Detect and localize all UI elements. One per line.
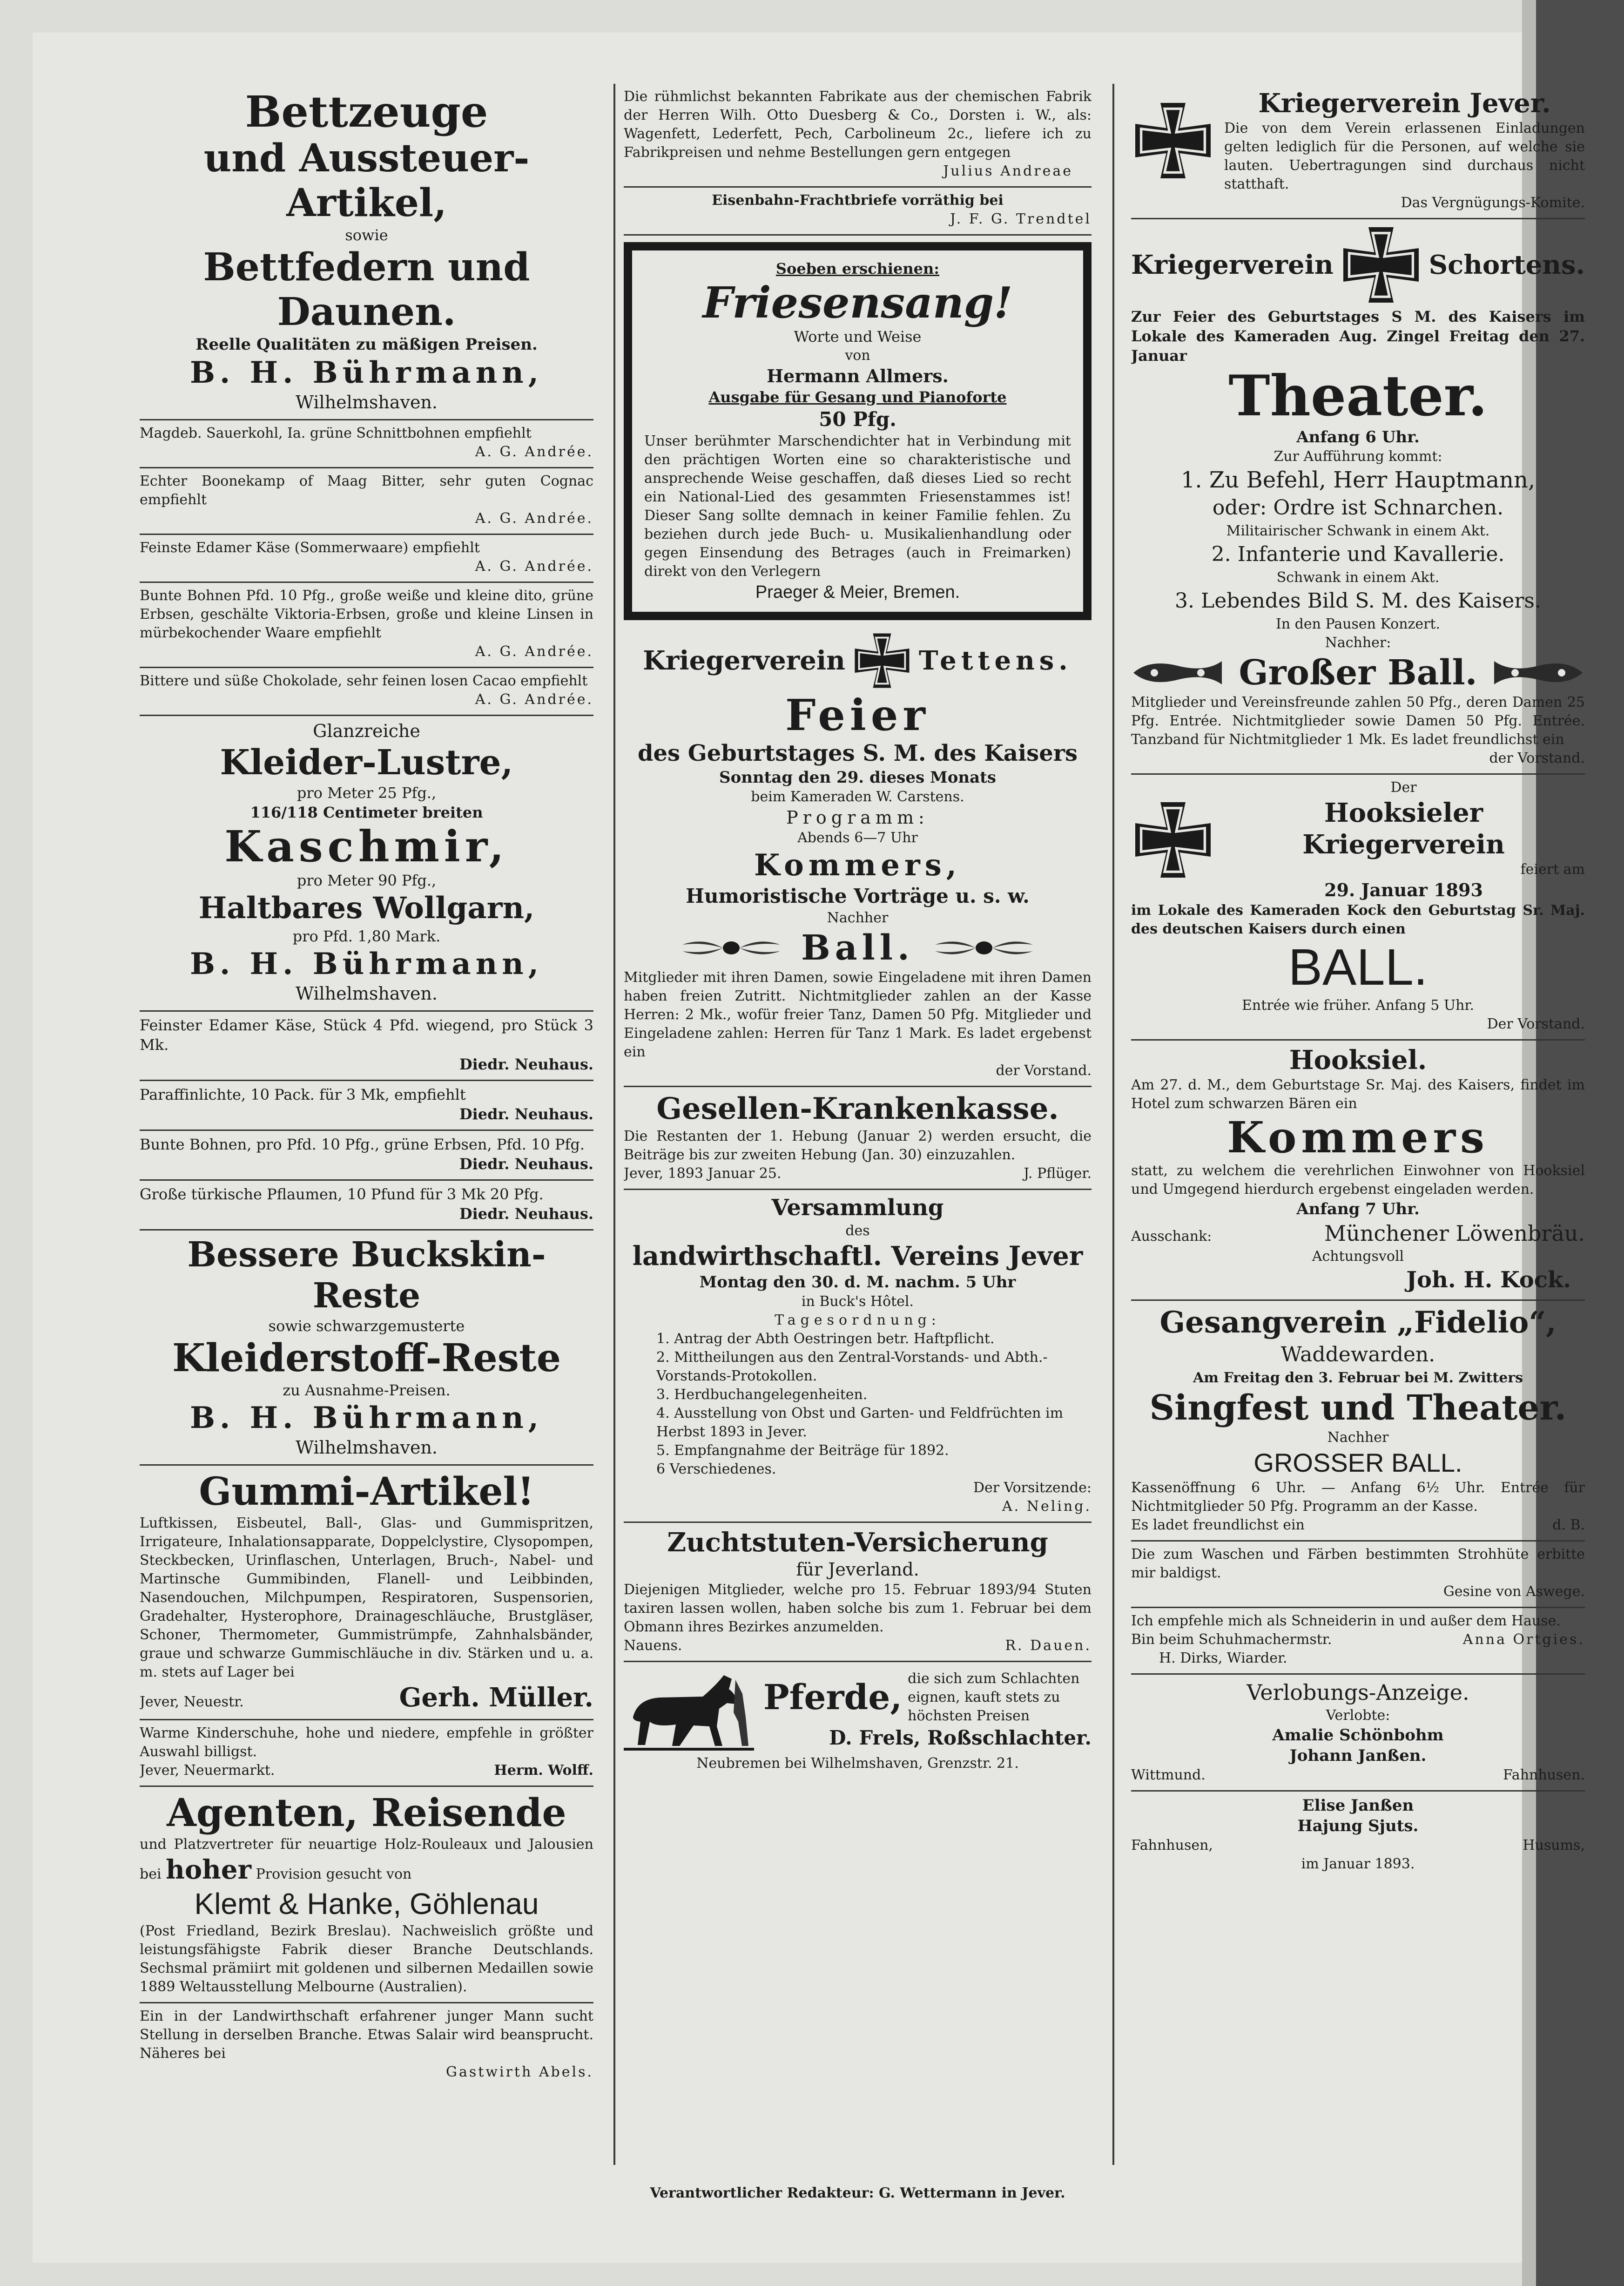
- ad-headline: Schortens.: [1429, 250, 1585, 280]
- ad-text: Mitglieder mit ihren Damen, sowie Eingeladene mit ihren Damen haben freien Zutritt. Nichtmitglieder zahlen an der Kasse Herren: 2 Mk., wofür freier Tanz, Damen 50 Pfg. Mitglieder und Eingeladene zahlen: Herren für Tanz 1 Mark. Es ladet ergebenst ein: [624, 969, 1092, 1060]
- ad-text: Anfang 6 Uhr.: [1296, 428, 1420, 446]
- ad-text: Entrée wie früher. Anfang 5 Uhr.: [1241, 997, 1475, 1014]
- ad-firm: B. H. Bührmann,: [189, 1400, 544, 1435]
- ad-kriegerverein-schortens: [1131, 219, 1585, 775]
- ad-place: Wilhelmshaven.: [296, 983, 438, 1004]
- ad-pferde: [624, 1662, 1092, 1779]
- ad-text: und Platzvertreter für neuartige Holz-Rouleaux und Jalousien bei: [140, 1836, 593, 1882]
- iron-cross-icon: [1339, 223, 1423, 307]
- ad-text: Nachher:: [1325, 635, 1391, 651]
- ad-text: Nachher: [1327, 1429, 1389, 1446]
- ad-signature: D. Frels, Roßschlachter.: [829, 1726, 1092, 1749]
- ad-signature: Der Vorsitzende:: [973, 1480, 1092, 1496]
- ad-text: Die rühmlichst bekannten Fabrikate aus der chemischen Fabrik der Herren Wilh. Otto Duesberg & Co., Dorsten i. W., als: Wagenfett, Lederfett, Pech, Carbolineum 2c., liefere ich zu Fabrikpreisen und nehme Bestellungen gern entgegen: [624, 88, 1092, 161]
- ad-bohnen: [140, 583, 593, 668]
- ad-text: Feinster Edamer Käse, Stück 4 Pfd. wiegend, pro Stück 3 Mk.: [140, 1016, 593, 1054]
- ad-text: Unser berühmter Marschendichter hat in Verbindung mit den prächtigen Worten eine so charakteristische und ansprechende Weise geschaffen, daß dieses Lied so recht ein National-Lied des gesammten Friesenstammes ist! Dieser Sang sollte demnach in keiner Familie fehlen. Zu beziehen durch jede Buch- u. Musikalienhandlung oder gegen Einsendung des Betrages (auch in Freimarken) direkt von den Verlegern: [644, 433, 1071, 580]
- column-right: [1131, 84, 1585, 1879]
- ad-headline: Haltbares Wollgarn,: [198, 891, 535, 926]
- ad-place: Fahnhusen,: [1131, 1837, 1213, 1853]
- ad-text: 116/118 Centimeter breiten: [250, 804, 483, 821]
- ad-text: Magdeb. Sauerkohl, Ia. grüne Schnittbohnen empfiehlt: [140, 425, 532, 441]
- ad-headline: Kriegerverein: [643, 645, 845, 676]
- ad-text: die sich zum Schlachten eignen, kauft stets zu höchsten Preisen: [908, 1671, 1080, 1724]
- ad-text: Ausgabe für Gesang und Pianoforte: [708, 388, 1007, 406]
- ad-text: Paraffinlichte, 10 Pack. für 3 Mk, empfiehlt: [140, 1086, 466, 1103]
- ad-headline: Kommers: [1227, 1112, 1489, 1163]
- ad-headline: Gesangverein „Fidelio“,: [1159, 1305, 1557, 1340]
- scroll-ornament-icon: [1131, 656, 1224, 689]
- ad-text: sowie schwarzgemusterte: [268, 1317, 465, 1335]
- ad-text: Mitglieder und Vereinsfreunde zahlen 50 Pfg., deren Damen 25 Pfg. Entrée. Nichtmitglieder sowie Damen 50 Pfg. Entrée. Tanzband für Nichtmitglieder 1 Mk. Es ladet freundlichst ein: [1131, 694, 1585, 748]
- footer-redakteur: Verantwortlicher Redakteur: G. Wettermann in Jever.: [650, 2185, 1065, 2201]
- ad-signature: der Vorstand.: [1489, 750, 1585, 766]
- ad-signature: Diedr. Neuhaus.: [459, 1205, 593, 1223]
- ad-strohhuete: [1131, 1542, 1585, 1608]
- ad-text: Bunte Bohnen, pro Pfd. 10 Pfg., grüne Erbsen, Pfd. 10 Pfg.: [140, 1136, 585, 1153]
- ad-text: In den Pausen Konzert.: [1275, 616, 1441, 632]
- iron-cross-icon: [852, 630, 912, 691]
- ad-signature: Diedr. Neuhaus.: [459, 1155, 593, 1173]
- ad-name: Elise Janßen: [1302, 1796, 1414, 1815]
- ad-headline: Großer Ball.: [1239, 653, 1477, 693]
- ad-kleider-lustre: [140, 716, 593, 1012]
- ad-text: beim Kameraden W. Carstens.: [751, 789, 964, 805]
- scroll-ornament-icon: [1492, 656, 1585, 689]
- ad-text: Zur Aufführung kommt:: [1274, 448, 1442, 465]
- ad-name: Amalie Schönbohm: [1272, 1726, 1444, 1745]
- ad-text: von: [845, 347, 870, 364]
- ad-text: Ich empfehle mich als Schneiderin in und außer dem Hause.: [1131, 1613, 1561, 1629]
- ad-headline: und Aussteuer-Artikel,: [203, 136, 530, 225]
- ad-headline: Pferde,: [763, 1677, 903, 1718]
- ad-text: statt, zu welchem die verehrlichen Einwohner von Hooksiel und Umgegend hierdurch ergebenst eingeladen werden.: [1131, 1163, 1585, 1197]
- ad-text: Schwank in einem Akt.: [1276, 569, 1440, 586]
- ad-text: Am Freitag den 3. Februar bei M. Zwitters: [1193, 1370, 1523, 1386]
- ad-duesberg: [624, 84, 1092, 188]
- ad-text: Humoristische Vorträge u. s. w.: [686, 885, 1030, 907]
- ad-text: Soeben erschienen:: [775, 260, 940, 277]
- ad-headline: Kriegerverein Jever.: [1258, 88, 1551, 119]
- column-middle: [624, 84, 1092, 1779]
- ad-headline: Gummi-Artikel!: [199, 1469, 534, 1514]
- ad-price: 50 Pfg.: [819, 408, 896, 431]
- ad-headline: Friesensang!: [702, 277, 1013, 328]
- ad-kinderschuhe: [140, 1720, 593, 1787]
- iron-cross-icon: [1131, 99, 1215, 183]
- ad-text: pro Meter 25 Pfg.,: [296, 784, 437, 802]
- ad-text: Echter Boonekamp of Maag Bitter, sehr guten Cognac empfiehlt: [140, 473, 593, 508]
- ad-text: Abends 6—7 Uhr: [797, 830, 918, 846]
- ad-text: Militairischer Schwank in einem Akt.: [1226, 523, 1490, 539]
- horse-icon: [624, 1666, 754, 1754]
- ad-signature: A. G. Andrée.: [475, 643, 593, 660]
- ad-fidelio: [1131, 1301, 1585, 1542]
- ad-headline: Agenten, Reisende: [167, 1791, 566, 1835]
- ad-firm: B. H. Bührmann,: [189, 947, 544, 981]
- ad-signature: J. Pflüger.: [1024, 1165, 1092, 1182]
- ad-signature: Diedr. Neuhaus.: [459, 1055, 593, 1073]
- ad-text: Feinste Edamer Käse (Sommerwaare) empfiehlt: [140, 540, 480, 556]
- ad-date: 29. Januar 1893: [1324, 879, 1483, 900]
- ad-signature: R. Dauen.: [1005, 1637, 1092, 1654]
- column-left: [140, 84, 593, 2087]
- ad-firm: B. H. Bührmann,: [189, 355, 544, 390]
- ad-headline: Theater.: [1228, 363, 1488, 429]
- ad-signature: Herm. Wolff.: [494, 1762, 593, 1779]
- ad-signature: Joh. H. Kock.: [1406, 1267, 1571, 1293]
- ad-text: Die von dem Verein erlassenen Einladungen gelten lediglich für die Personen, auf welche sie lauten. Uebertragungen sind durchaus nicht statthaft.: [1224, 120, 1585, 192]
- ad-headline: Kommers,: [754, 848, 962, 883]
- ad-name: Hajung Sjuts.: [1297, 1817, 1419, 1835]
- ad-headline: Hooksiel.: [1289, 1045, 1427, 1075]
- ad-boonekamp: [140, 468, 593, 535]
- ad-hooksieler-kriegerverein: [1131, 775, 1585, 1041]
- ad-hooksiel: [1131, 1041, 1585, 1301]
- ad-headline: BALL.: [1288, 939, 1428, 996]
- ad-signature: Der Vorstand.: [1487, 1016, 1585, 1032]
- ad-neuhaus-bohnen: [140, 1131, 593, 1181]
- ad-signature: d. B.: [1552, 1517, 1585, 1533]
- ad-headline: Ball.: [801, 928, 914, 968]
- ad-text: feiert am: [1520, 861, 1585, 878]
- ad-signature: A. G. Andrée.: [475, 510, 593, 527]
- ad-text: in Buck's Hôtel.: [801, 1293, 914, 1310]
- ad-headline: Verlobungs-Anzeige.: [1247, 1680, 1469, 1705]
- ad-text: Die zum Waschen und Färben bestimmten Strohhüte erbitte mir baldigst.: [1131, 1546, 1585, 1581]
- program-item: 2. Infanterie und Kavallerie.: [1211, 542, 1505, 566]
- ad-signature: Praeger & Meier, Bremen.: [755, 582, 960, 602]
- ad-firm: Klemt & Hanke, Göhlenau: [194, 1887, 539, 1921]
- ad-signature: Anna Ortgies.: [1462, 1631, 1585, 1648]
- ad-signature: der Vorstand.: [996, 1062, 1092, 1079]
- ad-headline: Bessere Buckskin-Reste: [187, 1235, 546, 1316]
- ad-name: Johann Janßen.: [1289, 1746, 1427, 1765]
- ad-text: Ausschank:: [1131, 1228, 1212, 1244]
- ad-headline: Versammlung: [771, 1195, 944, 1221]
- ad-text: des: [845, 1223, 870, 1239]
- ad-place: Jever, 1893 Januar 25.: [624, 1165, 782, 1182]
- ad-kriegerverein-jever: [1131, 84, 1585, 219]
- ad-headline: Kleider-Lustre,: [220, 743, 513, 783]
- ad-place: Wilhelmshaven.: [296, 392, 438, 413]
- ad-headline: GROSSER BALL.: [1253, 1448, 1462, 1477]
- ad-signature: Julius Andreae: [943, 163, 1073, 179]
- agenda-item: 1. Antrag der Abth Oestringen betr. Haftpflicht.: [656, 1331, 995, 1347]
- ad-gummi: [140, 1466, 593, 1720]
- ad-versammlung: [624, 1190, 1092, 1523]
- program-item: 1. Zu Befehl, Herr Hauptmann,: [1180, 467, 1536, 493]
- agenda-item: 5. Empfangnahme der Beiträge für 1892.: [656, 1442, 949, 1459]
- winged-ornament-icon: [680, 936, 782, 960]
- ad-neuhaus-lichte: [140, 1081, 593, 1131]
- ad-signature: Diedr. Neuhaus.: [459, 1105, 593, 1123]
- ad-verlobung: [1131, 1675, 1585, 1792]
- ad-text: Münchener Löwenbräu.: [1324, 1221, 1585, 1246]
- ad-text: Sonntag den 29. dieses Monats: [719, 768, 996, 787]
- ad-signature: A. Neling.: [1002, 1498, 1092, 1515]
- ad-signature: Gastwirth Abels.: [446, 2064, 593, 2080]
- ad-headline: Zuchtstuten-Versicherung: [667, 1527, 1048, 1558]
- ad-headline: Bettzeuge: [245, 87, 488, 137]
- ad-text: pro Pfd. 1,80 Mark.: [292, 927, 441, 945]
- ad-signature: Das Vergnügungs-Komite.: [1401, 195, 1585, 211]
- ad-text: Reelle Qualitäten zu mäßigen Preisen.: [195, 335, 538, 354]
- ad-buckskin: [140, 1231, 593, 1466]
- ad-signature: J. F. G. Trendtel: [950, 211, 1092, 227]
- column-rule-1: [613, 84, 615, 2165]
- ad-text: Tagesordnung:: [775, 1312, 941, 1328]
- ad-zuchtstuten: [624, 1523, 1092, 1662]
- ad-place: Fahnhusen.: [1503, 1767, 1585, 1783]
- ad-text: (Post Friedland, Bezirk Breslau). Nachweislich größte und leistungsfähigste Fabrik dieser Branche Deutschlands. Sechsmal prämiirt mit goldenen und silbernen Medaillen sowie 1889 Weltausstellung Melbourne (Australien).: [140, 1923, 593, 1995]
- program-item: oder: Ordre ist Schnarchen.: [1212, 496, 1504, 520]
- ad-text: Bin beim Schuhmachermstr.: [1131, 1631, 1332, 1648]
- ad-text: Kassenöffnung 6 Uhr. — Anfang 6½ Uhr. Entrée für Nichtmitglieder 50 Pfg. Programm an der Kasse.: [1131, 1480, 1585, 1515]
- ad-schneiderin: [1131, 1608, 1585, 1675]
- iron-cross-icon: [1131, 798, 1215, 882]
- ad-text: sowie: [345, 226, 388, 244]
- ad-date: im Januar 1893.: [1301, 1856, 1415, 1872]
- ad-headline: Gesellen-Krankenkasse.: [656, 1091, 1059, 1126]
- ad-signature: A. G. Andrée.: [475, 444, 593, 460]
- ad-signature: Gesine von Aswege.: [1443, 1583, 1585, 1600]
- ad-text: für Jeverland.: [796, 1559, 919, 1580]
- ad-emphasis: hoher: [166, 1854, 252, 1885]
- ad-text: Diejenigen Mitglieder, welche pro 15. Februar 1893/94 Stuten taxiren lassen wollen, haben solche bis zum 1. Februar bei dem Obmann ihres Bezirkes anzumelden.: [624, 1582, 1092, 1635]
- ad-text: Die Restanten der 1. Hebung (Januar 2) werden ersucht, die Beiträge bis zur zweiten Hebung (Jan. 30) einzuzahlen.: [624, 1128, 1092, 1163]
- ad-krankenkasse: [624, 1087, 1092, 1190]
- ad-text: Der: [1390, 779, 1417, 796]
- agenda-item: 2. Mittheilungen aus den Zentral-Vorstands- und Abth.-Vorstands-Protokollen.: [656, 1349, 1048, 1384]
- ad-headline: Feier: [785, 690, 930, 740]
- ad-frachtbriefe: [624, 188, 1092, 236]
- ad-text: Ein in der Landwirthschaft erfahrener junger Mann sucht Stellung in derselben Branche. Etwas Salair wird beansprucht. Näheres bei: [140, 2008, 593, 2062]
- ad-place: Nauens.: [624, 1637, 682, 1654]
- ad-neuhaus-kaese: [140, 1012, 593, 1081]
- ad-signature: A. G. Andrée.: [475, 691, 593, 708]
- agenda-item: 6 Verschiedenes.: [656, 1461, 776, 1477]
- ad-neuhaus-pflaumen: [140, 1181, 593, 1231]
- ad-text: pro Meter 90 Pfg.,: [296, 872, 437, 889]
- ad-friesensang: [624, 242, 1092, 620]
- ad-agenten: [140, 1787, 593, 2003]
- agenda-item: 3. Herdbuchangelegenheiten.: [656, 1386, 868, 1403]
- ad-place: Husums,: [1523, 1837, 1585, 1853]
- agenda-item: 4. Ausstellung von Obst und Garten- und Feldfrüchten im Herbst 1893 in Jever.: [656, 1405, 1064, 1440]
- ad-text: Große türkische Pflaumen, 10 Pfund für 3 Mk 20 Pfg.: [140, 1185, 544, 1203]
- ad-text: H. Dirks, Wiarder.: [1159, 1650, 1287, 1666]
- ad-headline: Hooksieler Kriegerverein: [1302, 798, 1505, 860]
- ad-text: Luftkissen, Eisbeutel, Ball-, Glas- und Gummispritzen, Irrigateure, Inhalationsapparate, Doppelclystire, Clysopompen, Steckbecken, Urinflaschen, Unterlagen, Bruch-, Nabel- und Martinsche Gummibinden, Flanell- und Leibbinden, Nasendouchen, Milchpumpen, Respiratoren, Suspensorien, Gradehalter, Hysterophore, Drainageschläuche, Brustgläser, Schoner, Thermometer, Gummistrümpfe, Zahnhalsbänder, graue und schwarze Gummischläuche in div. Stärken und u. a. m. stets auf Lager bei: [140, 1515, 593, 1680]
- ad-headline: Kriegerverein: [1131, 250, 1334, 280]
- ad-text: Anfang 7 Uhr.: [1296, 1200, 1420, 1218]
- ad-text: Eisenbahn-Frachtbriefe vorräthig bei: [712, 192, 1004, 209]
- ad-chokolade: [140, 668, 593, 716]
- ad-text: Waddewarden.: [1280, 1343, 1435, 1366]
- ad-bettzeuge: [140, 84, 593, 420]
- ad-place: Jever, Neuestr.: [140, 1694, 244, 1710]
- ad-sauerkohl: [140, 420, 593, 468]
- ad-text: Es ladet freundlichst ein: [1131, 1517, 1305, 1533]
- ad-headline: landwirthschaftl. Vereins Jever: [632, 1241, 1083, 1272]
- program-item: 3. Lebendes Bild S. M. des Kaisers.: [1175, 589, 1541, 613]
- ad-signature: A. G. Andrée.: [475, 558, 593, 575]
- ad-text: des Geburtstages S. M. des Kaisers: [637, 740, 1078, 766]
- ad-text: Warme Kinderschuhe, hohe und niedere, empfehle in größter Auswahl billigst.: [140, 1725, 593, 1760]
- winged-ornament-icon: [933, 936, 1035, 960]
- ad-text: Achtungsvoll: [1312, 1248, 1404, 1265]
- ad-tettens: [624, 627, 1092, 1087]
- ad-place: Wilhelmshaven.: [296, 1437, 438, 1458]
- ad-place: Wittmund.: [1131, 1767, 1206, 1783]
- ad-headline: Bettfedern und Daunen.: [203, 245, 530, 334]
- ad-text: Zur Feier des Geburtstages S M. des Kaisers im Lokale des Kameraden Aug. Zingel Freitag den 27. Januar: [1131, 308, 1585, 365]
- column-rule-2: [1112, 84, 1114, 2165]
- ad-text: Verlobte:: [1326, 1707, 1390, 1724]
- ad-text: Am 27. d. M., dem Geburtstage Sr. Maj. des Kaisers, findet im Hotel zum schwarzen Bären ein: [1131, 1077, 1585, 1112]
- ad-verlobung-2: [1131, 1792, 1585, 1879]
- ad-text: Provision gesucht von: [256, 1866, 412, 1882]
- ad-text: Glanzreiche: [313, 721, 420, 741]
- ad-text: Bunte Bohnen Pfd. 10 Pfg., große weiße und kleine dito, grüne Erbsen, geschälte Viktoria-Erbsen, große und kleine Linsen in mürbekochender Waare empfiehlt: [140, 588, 593, 641]
- ad-headline: Tettens.: [918, 645, 1072, 676]
- ad-author: Hermann Allmers.: [767, 365, 949, 386]
- ad-stellung: [140, 2003, 593, 2087]
- ad-headline: Singfest und Theater.: [1149, 1388, 1567, 1428]
- ad-place: Jever, Neuermarkt.: [140, 1762, 275, 1779]
- ad-headline: Kleiderstoff-Reste: [172, 1336, 561, 1380]
- ad-text: Bittere und süße Chokolade, sehr feinen losen Cacao empfiehlt: [140, 673, 588, 689]
- ad-text: im Lokale des Kameraden Kock den Geburtstag Sr. Maj. des deutschen Kaisers durch einen: [1131, 902, 1585, 937]
- ad-text: Montag den 30. d. M. nachm. 5 Uhr: [699, 1273, 1016, 1292]
- ad-place: Neubremen bei Wilhelmshaven, Grenzstr. 21.: [696, 1755, 1019, 1772]
- ad-headline: Kaschmir,: [224, 821, 509, 872]
- ad-signature: Gerh. Müller.: [399, 1682, 593, 1713]
- ad-text: Programm:: [786, 807, 929, 828]
- ad-text: zu Ausnahme-Preisen.: [283, 1381, 451, 1399]
- ad-text: Worte und Weise: [794, 328, 922, 345]
- ad-edamer: [140, 535, 593, 583]
- ad-text: Nachher: [827, 910, 889, 926]
